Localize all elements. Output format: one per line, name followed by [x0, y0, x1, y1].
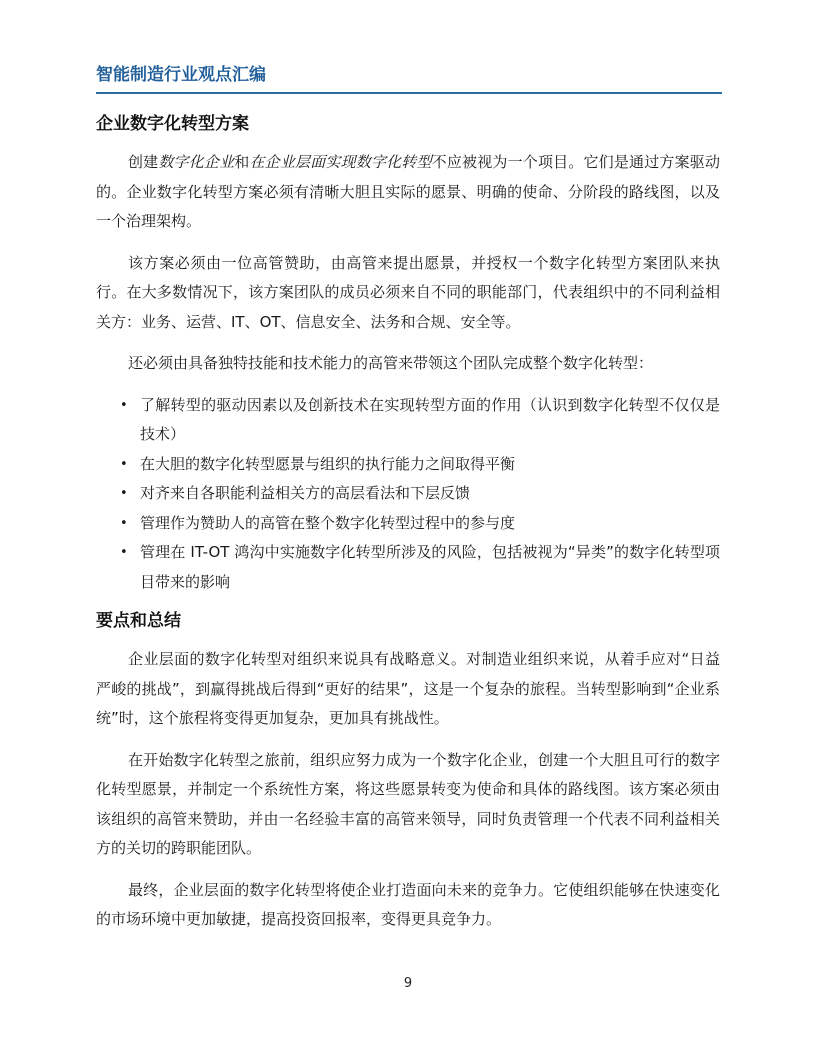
running-header [96, 62, 722, 94]
bullet-icon: • [120, 515, 128, 531]
section-heading-key-points-summary: 要点和总结 [96, 611, 181, 631]
bullet-icon: • [120, 545, 128, 560]
paragraph-getting-started: 在开始数字化转型之旅前，组织应努力成为一个数字化企业，创建一个大胆且可行的数字化转型愿景，并制定一个系统性方案，将这些愿景转变为使命和具体的路线图。该方案必须由该组织的高管来赞助，并由一名经验丰富的高管来领导，同时负责管理一个代表不同利益相关方的关切的跨职能团队。 [96, 750, 720, 857]
paragraph-leadership: 还必须由具备独特技能和技术能力的高管来带领这个团队完成整个数字化转型： [128, 354, 654, 372]
paragraph-intro-text-b: 和 [234, 153, 250, 171]
header-title: 智能制造行业观点汇编 [96, 65, 266, 85]
list-item [120, 450, 720, 480]
leadership-bullet-list [96, 391, 720, 598]
list-item [120, 538, 720, 597]
list-item-text: 对齐来自各职能利益相关方的高层看法和下层反馈 [140, 484, 471, 502]
paragraph-intro-text-c: 不应被视为一个项目。它们是通过方案驱动的。企业数字化转型方案必须有清晰大胆且实际的愿景、明确的使命、分阶段的路线图，以及一个治理架构。 [96, 153, 720, 230]
list-item-text: 在大胆的数字化转型愿景与组织的执行能力之间取得平衡 [140, 454, 516, 473]
bullet-icon: • [120, 397, 128, 413]
section-heading-digital-transformation-plan: 企业数字化转型方案 [96, 114, 249, 134]
paragraph-intro [96, 148, 720, 237]
list-item-text: 了解转型的驱动因素以及创新技术在实现转型方面的作用（认识到数字化转型不仅仅是技术） [140, 395, 720, 443]
bullet-icon: • [120, 456, 128, 472]
list-item [120, 509, 720, 539]
paragraph-sponsorship: 该方案必须由一位高管赞助，由高管来提出愿景，并授权一个数字化转型方案团队来执行。在大多数情况下，该方案团队的成员必须来自不同的职能部门，代表组织中的不同利益相关方：业务、运营、IT、OT、信息安全、法务和合规、安全等。 [96, 253, 720, 331]
list-item [120, 479, 720, 509]
list-item-text: 管理作为赞助人的高管在整个数字化转型过程中的参与度 [140, 513, 516, 532]
paragraph-intro-text-a: 创建 [128, 153, 159, 171]
list-item [120, 391, 720, 450]
paragraph-strategic-significance: 企业层面的数字化转型对组织来说具有战略意义。对制造业组织来说，从着手应对“日益严峻的挑战”，到赢得挑战后得到“更好的结果”，这是一个复杂的旅程。当转型影响到“企业系统”时，这个旅程将变得更加复杂，更加具有挑战性。 [96, 650, 720, 727]
page-content [96, 110, 720, 947]
paragraph-conclusion: 最终，企业层面的数字化转型将使企业打造面向未来的竞争力。它使组织能够在快速变化的市场环境中更加敏捷，提高投资回报率，变得更具竞争力。 [96, 880, 720, 928]
paragraph-intro-emphasis-1: 数字化企业 [158, 153, 235, 171]
paragraph-intro-emphasis-2: 在企业层面实现数字化转型 [249, 153, 432, 171]
bullet-icon: • [120, 486, 128, 501]
list-item-text: 管理在 IT-OT 鸿沟中实施数字化转型所涉及的风险，包括被视为“异类”的数字化转型项目带来的影响 [140, 543, 720, 591]
page-number: 9 [403, 976, 413, 991]
